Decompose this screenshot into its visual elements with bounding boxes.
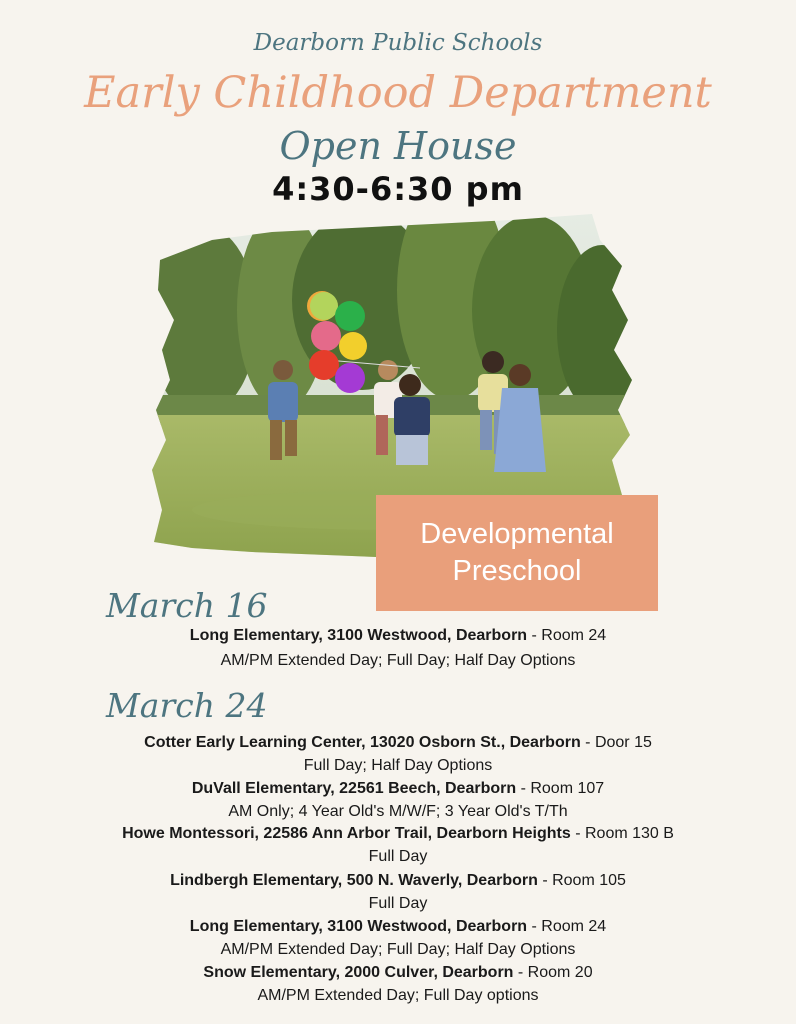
location-name: Long Elementary, 3100 Westwood, Dearborn bbox=[189, 918, 528, 935]
location-room: - Room 105 bbox=[537, 872, 626, 889]
location-options: Full Day; Half Day Options bbox=[303, 757, 493, 774]
developmental-preschool-banner bbox=[376, 495, 658, 611]
location-options: AM/PM Extended Day; Full Day; Half Day Options bbox=[220, 652, 576, 669]
event-title: Open House bbox=[279, 124, 517, 168]
banner-line-2: Preschool bbox=[452, 555, 582, 587]
location-room: - Room 24 bbox=[527, 627, 607, 644]
location-line bbox=[0, 916, 796, 938]
location-line bbox=[0, 870, 796, 892]
banner-line-1: Developmental bbox=[420, 518, 614, 550]
location-line bbox=[0, 625, 796, 647]
location-line bbox=[0, 778, 796, 800]
event-time: 4:30-6:30 pm bbox=[272, 170, 524, 208]
location-line bbox=[0, 823, 796, 845]
location-name: Snow Elementary, 2000 Culver, Dearborn bbox=[203, 964, 514, 981]
district-name: Dearborn Public Schools bbox=[253, 30, 543, 56]
location-room: - Room 130 B bbox=[570, 825, 674, 842]
session-date: March 24 bbox=[106, 686, 268, 725]
location-options: AM/PM Extended Day; Full Day; Half Day Options bbox=[220, 941, 576, 958]
location-line bbox=[0, 732, 796, 754]
location-options: AM Only; 4 Year Old's M/W/F; 3 Year Old's T/Th bbox=[228, 803, 568, 820]
location-room: - Room 24 bbox=[527, 918, 607, 935]
location-options: Full Day bbox=[368, 895, 428, 912]
department-title: Early Childhood Department bbox=[84, 68, 712, 118]
location-name: Howe Montessori, 22586 Ann Arbor Trail, Dearborn Heights bbox=[122, 825, 571, 842]
location-room: - Door 15 bbox=[580, 734, 652, 751]
location-options: Full Day bbox=[368, 848, 428, 865]
location-name: Lindbergh Elementary, 500 N. Waverly, Dearborn bbox=[170, 872, 538, 889]
location-name: Cotter Early Learning Center, 13020 Osborn St., Dearborn bbox=[144, 734, 581, 751]
location-room: - Room 20 bbox=[513, 964, 593, 981]
location-room: - Room 107 bbox=[516, 780, 605, 797]
location-line bbox=[0, 962, 796, 984]
session-date: March 16 bbox=[106, 586, 268, 625]
location-name: Long Elementary, 3100 Westwood, Dearborn bbox=[189, 627, 528, 644]
location-options: AM/PM Extended Day; Full Day options bbox=[257, 987, 539, 1004]
location-name: DuVall Elementary, 22561 Beech, Dearborn bbox=[191, 780, 517, 797]
